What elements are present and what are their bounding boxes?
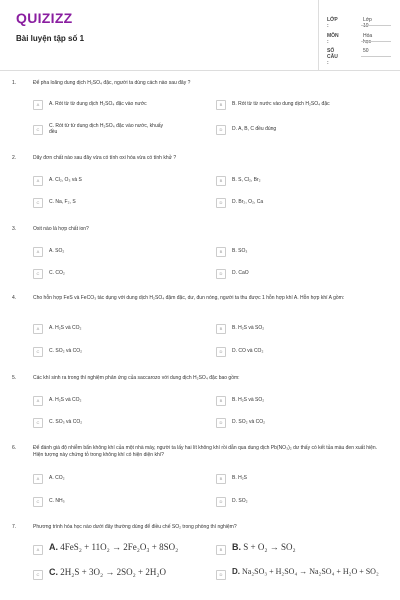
subject-value: Hóa học (363, 33, 373, 45)
question-text: Oxit nào là hợp chất ion? (33, 226, 89, 232)
option-text (232, 544, 296, 550)
option-letter: B (216, 474, 226, 484)
option-text: C. CO₂ (49, 270, 65, 276)
option-text: C. NH₃ (49, 498, 65, 504)
question-number: 6. (12, 445, 17, 451)
option-text: A. Rót từ từ dung dịch H₂SO₄ đặc vào nước (49, 101, 147, 107)
option-letter: D (216, 198, 226, 208)
option-letter: C (33, 269, 43, 279)
info-panel (318, 0, 373, 70)
option-label: C. (49, 567, 58, 577)
question-number: 2. (12, 155, 17, 161)
option-text (49, 544, 178, 550)
equation: 4FeS₂ + 11O₂ → 2Fe₂O₃ + 8SO₂ (60, 542, 179, 552)
option-text: A. SO₂ (49, 248, 65, 254)
class-label: LỚP : (327, 17, 338, 29)
option-letter: D (216, 347, 226, 357)
option-letter: A (33, 396, 43, 406)
worksheet-header (0, 0, 400, 71)
option-text: C. SO₃ và CO₂ (49, 419, 83, 425)
question-count-label: SỐ CÂU : (327, 48, 338, 66)
option-label: D. (232, 567, 240, 576)
quizizz-logo: QUIZIZZ (16, 10, 73, 26)
question-number: 5. (12, 375, 17, 381)
option-letter: C (33, 497, 43, 507)
option-letter: D (216, 418, 226, 428)
option-text: B. H₂S và SO₂ (232, 325, 265, 331)
question-text: Cho hỗn hợp FeS và FeCO₃ tác dụng với dung dịch H₂SO₄ đậm đặc, dư, đun nóng, người ta thu được 1 hỗn hợp khí A. Hỗn hợp khí A gồm: (33, 295, 345, 301)
option-letter: C (33, 418, 43, 428)
question-number: 4. (12, 295, 17, 301)
option-text: D. SO₂ và CO₂ (232, 419, 266, 425)
option-letter: C (33, 125, 43, 135)
option-text: B. H₂S và SO₂ (232, 397, 265, 403)
question-text: Để đánh giá độ nhiễm bẩn không khí của một nhà máy, người ta lấy hai lít không khí rồi dẫn qua dung dịch Pb(NO₃)₂ dư thấy có kết tủa màu đen xuất hiện. Hiện tượng này chứng tỏ trong không khí có hiện diện khí? (33, 445, 378, 458)
option-text: A. H₂S và CO₂ (49, 325, 82, 331)
option-letter: B (216, 247, 226, 257)
option-text: A. H₂S và CO₂ (49, 397, 82, 403)
option-text (49, 569, 166, 575)
option-label: A. (49, 542, 58, 552)
option-letter: A (33, 324, 43, 334)
option-letter: A (33, 247, 43, 257)
option-text (232, 569, 379, 575)
question-text: Dãy đơn chất nào sau đây vừa có tính oxi hóa vừa có tính khử ? (33, 155, 177, 161)
option-text: C. SO₂ và CO₂ (49, 348, 83, 354)
option-letter: A (33, 545, 43, 555)
divider (361, 25, 391, 26)
question-text: Để pha loãng dung dịch H₂SO₄ đặc, người ta dùng cách nào sau đây ? (33, 80, 191, 86)
option-text: D. CaO (232, 270, 249, 276)
subject-label: MÔN : (327, 33, 339, 45)
question-count-value: 50 (363, 48, 369, 54)
option-letter: D (216, 570, 226, 580)
option-letter: B (216, 100, 226, 110)
option-letter: B (216, 545, 226, 555)
option-letter: B (216, 176, 226, 186)
equation: 2H₂S + 3O₂ → 2SO₂ + 2H₂O (60, 567, 166, 577)
worksheet-title: Bài luyện tập số 1 (16, 34, 85, 43)
option-text: D. SO₂ (232, 498, 248, 504)
option-text: A. Cl₂, O₃ và S (49, 177, 82, 183)
option-letter: C (33, 347, 43, 357)
equation: Na₂SO₃ + H₂SO₄ → Na₂SO₄ + H₂O + SO₂ (242, 567, 379, 576)
question-number: 1. (12, 80, 17, 86)
question-text: Các khí sinh ra trong thí nghiệm phản ứng của saccarozo với dung dịch H₂SO₄ đặc bao gồm: (33, 375, 240, 381)
option-text: B. Rót từ từ nước vào dung dịch H₂SO₄ đặc (232, 101, 330, 107)
option-letter: B (216, 324, 226, 334)
class-value: Lớp 10 (363, 17, 372, 29)
option-letter: A (33, 474, 43, 484)
option-text: C. Rót từ từ dung dịch H₂SO₄ đặc vào nước, khuấy đều (49, 123, 164, 135)
equation: S + O₂ → SO₂ (243, 542, 296, 552)
option-text: B. S, Cl₂, Br₂ (232, 177, 261, 183)
option-letter: D (216, 125, 226, 135)
option-text: D. Br₂, O₂, Ca (232, 199, 264, 205)
option-text: B. SO₃ (232, 248, 248, 254)
option-letter: C (33, 198, 43, 208)
option-letter: C (33, 570, 43, 580)
option-text: A. CO₂ (49, 475, 65, 481)
option-letter: A (33, 176, 43, 186)
question-number: 3. (12, 226, 17, 232)
divider (361, 41, 391, 42)
divider (361, 56, 391, 57)
option-letter: A (33, 100, 43, 110)
option-letter: D (216, 269, 226, 279)
option-letter: D (216, 497, 226, 507)
option-text: D. CO và CO₂ (232, 348, 264, 354)
question-number: 7. (12, 524, 17, 530)
option-text: D. A, B, C đều đúng (232, 126, 277, 132)
option-text: C. Na, F₂, S (49, 199, 76, 205)
option-letter: B (216, 396, 226, 406)
option-text: B. H₂S (232, 475, 247, 481)
question-text: Phương trình hóa học nào dưới đây thường dùng để điều chế SO₂ trong phòng thí nghiệm? (33, 524, 237, 530)
option-label: B. (232, 542, 241, 552)
